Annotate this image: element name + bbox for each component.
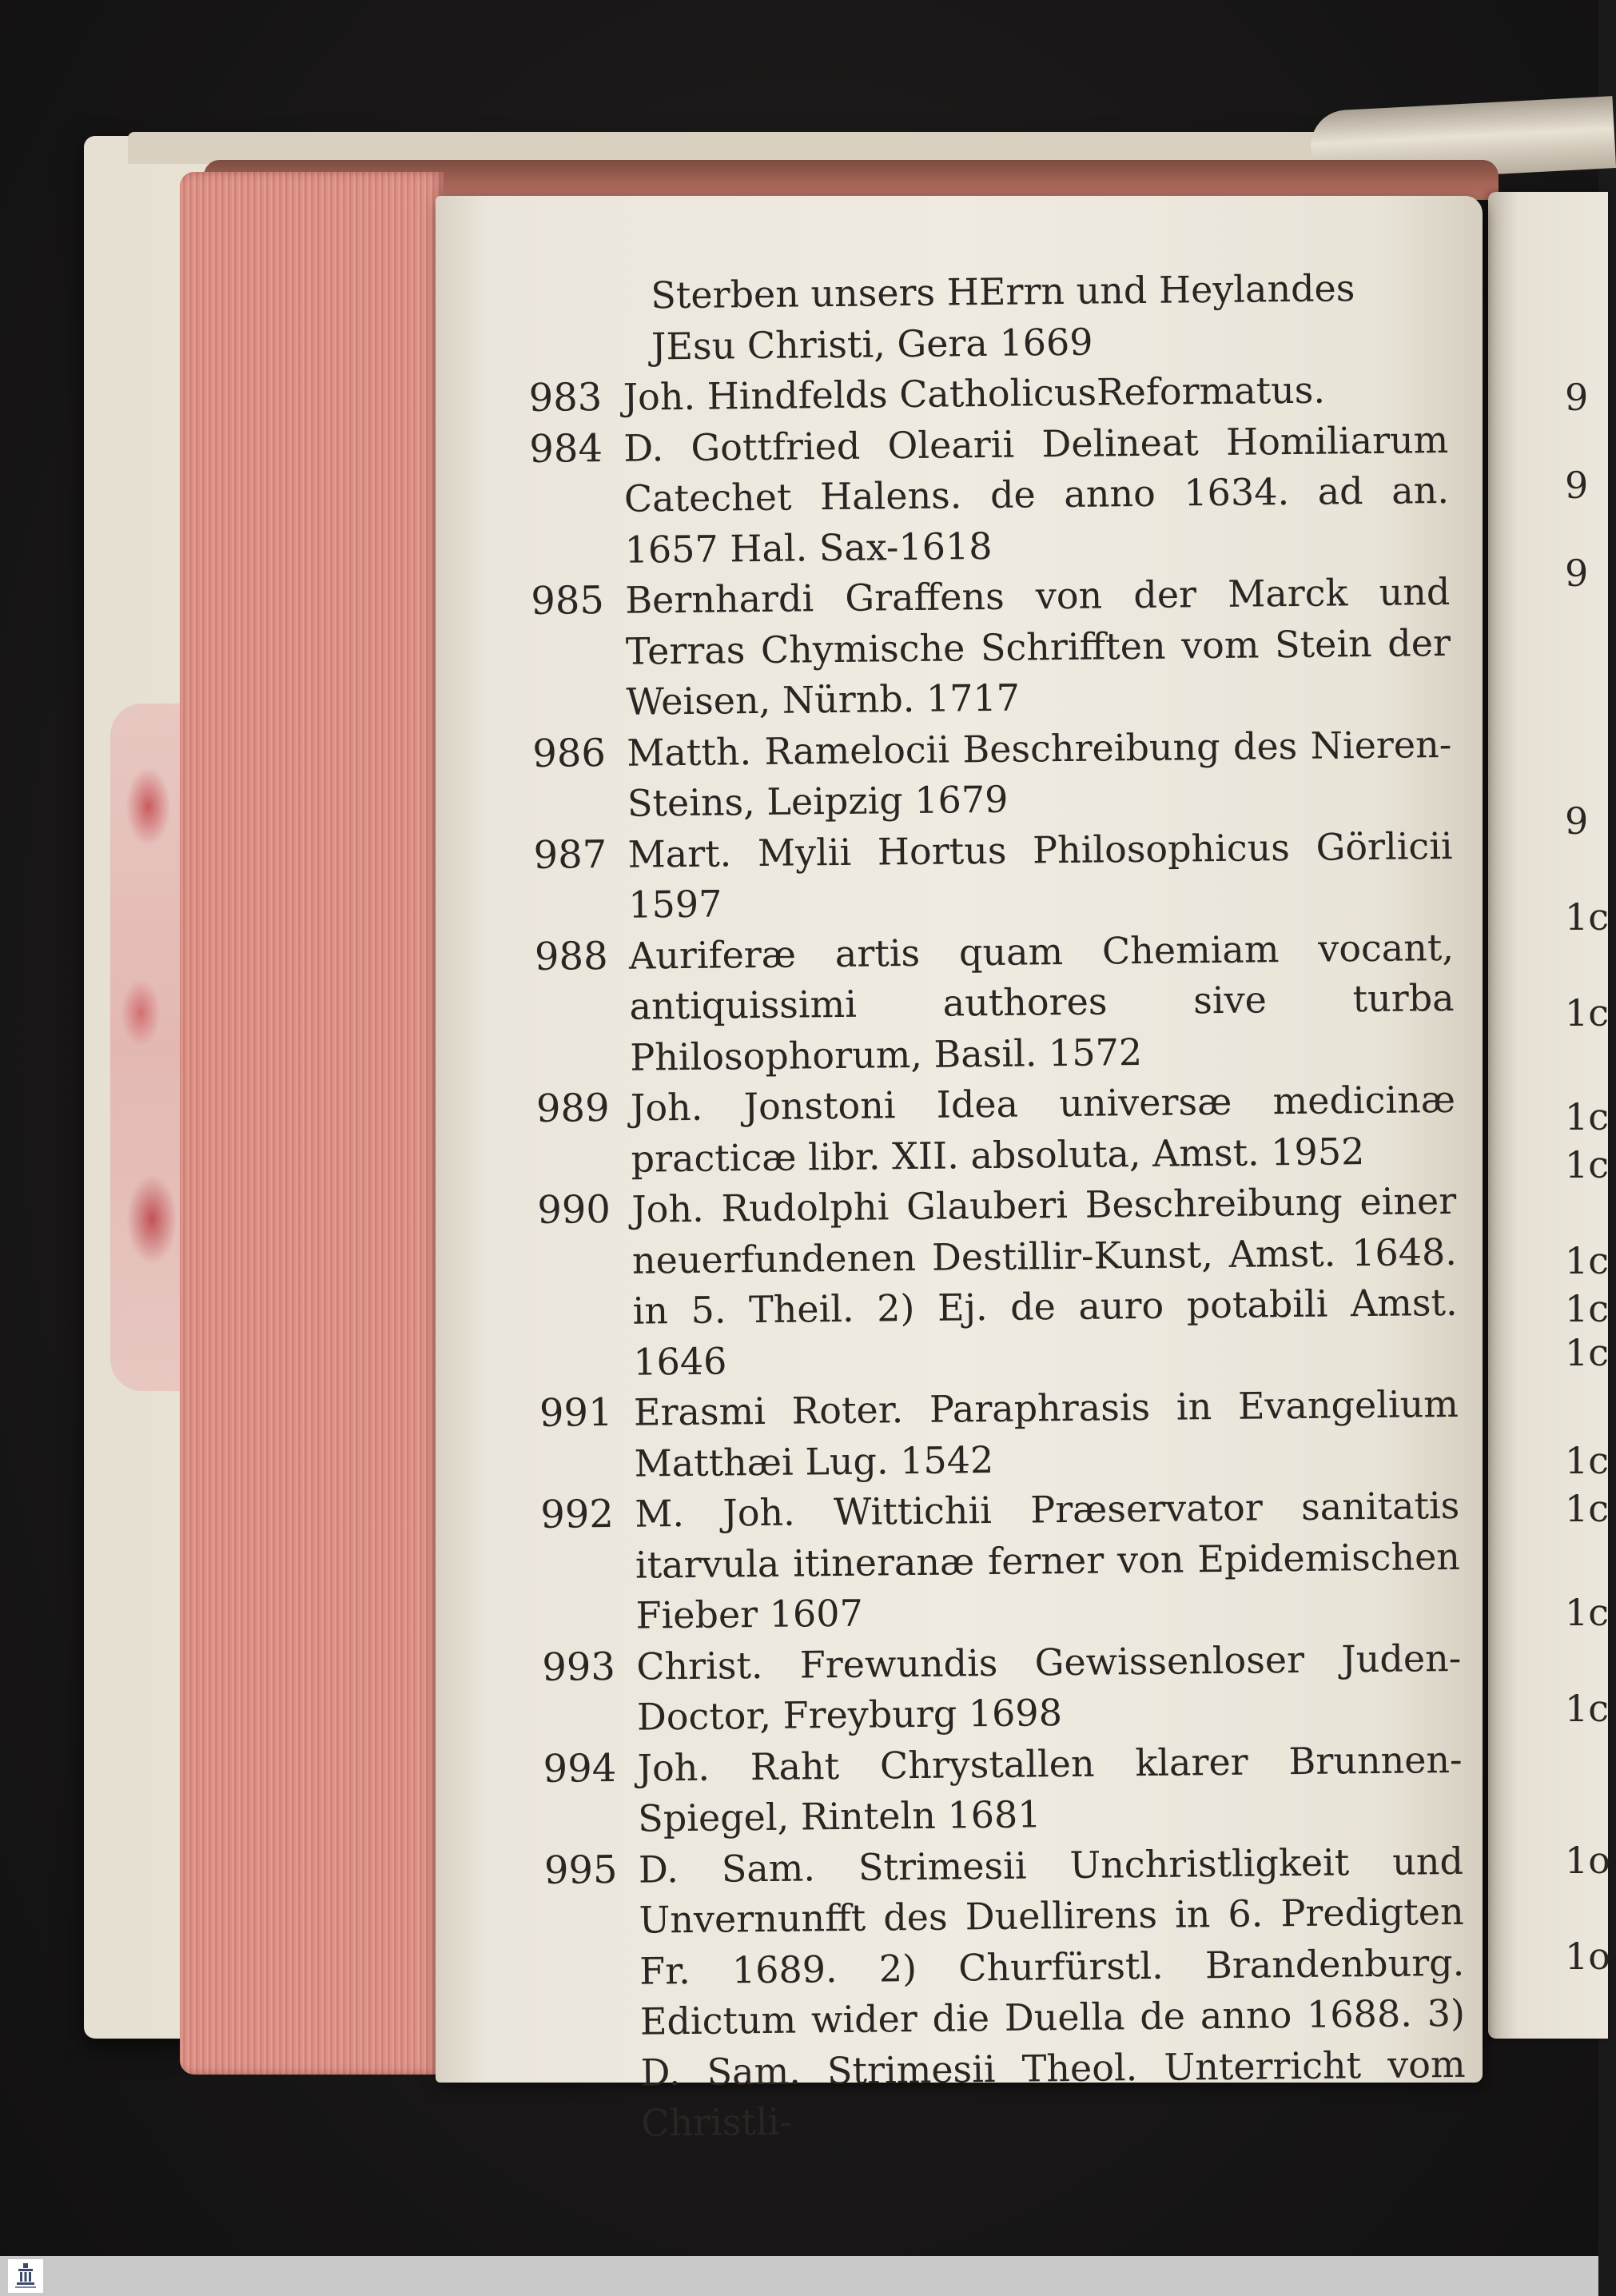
facing-number: 1c — [1565, 1591, 1610, 1634]
entry-number: 984 — [529, 425, 603, 472]
facing-number: 9 — [1565, 799, 1589, 843]
entry-number: 994 — [543, 1745, 617, 1792]
catalog-entry — [544, 1836, 1467, 2150]
facing-number: 9 — [1565, 552, 1589, 595]
facing-number: 1c — [1565, 1143, 1610, 1186]
facing-number: 1c — [1565, 895, 1610, 939]
entry-number: 983 — [528, 375, 603, 421]
marbled-pastedown — [110, 704, 186, 1391]
entry-text: Joh. Rudolphi Glauberi Beschreibung einer neuerfundenen Destillir-Kunst, Amst. 1648. in 5. Theil. 2) Ej. de auro potabili Amst. 1646 — [631, 1178, 1458, 1384]
entry-text: Joh. Jonstoni Idea universæ medicinæ practicæ libr. XII. absoluta, Amst. 1952 — [630, 1077, 1456, 1181]
entry-text: Auriferæ artis quam Chemiam vocant, antiquissimi authores sive turba Philosophorum, Basil. 1572 — [628, 925, 1455, 1079]
entry-text: Erasmi Roter. Paraphrasis in Evangelium Matthæi Lug. 1542 — [633, 1381, 1459, 1485]
entry-number: 992 — [539, 1491, 615, 1537]
entry-text: Bernhardi Graffens von der Marck und Terras Chymische Schrifften vom Stein der Weisen, Nürnb. 1717 — [625, 569, 1451, 723]
catalog-entry — [532, 719, 1452, 830]
facing-number: 1c — [1565, 1331, 1610, 1374]
entry-number: 991 — [539, 1389, 613, 1436]
catalog-entry — [528, 364, 1448, 425]
entry-number: 993 — [541, 1644, 616, 1690]
catalog-entry — [536, 1074, 1456, 1186]
entry-number: 987 — [533, 831, 607, 878]
library-logo-icon — [8, 2259, 43, 2293]
entry-text: D. Sam. Strimesii Unchristligkeit und Unvernunfft des Duellirens in 6. Predigten Fr. 1689. 2) Churfürstl. Brandenburg. Edictum wider die Duella de anno 1688. 3) D. Sam. Strimesii Theol. Unterricht vom Christli- — [638, 1839, 1466, 2145]
facing-number: 1c — [1565, 1287, 1610, 1330]
entry-text: Joh. Hindfelds CatholicusReformatus. — [623, 368, 1326, 419]
catalog-entry — [542, 1632, 1462, 1744]
facing-number: 1c — [1565, 1439, 1610, 1482]
catalog-entry — [533, 820, 1453, 931]
entry-text: D. Gottfried Olearii Delineat Homiliarum Catechet Halens. de anno 1634. ad an. 1657 Hal. Sax-1618 — [623, 417, 1450, 572]
entry-text: Joh. Raht Chrystallen klarer Brunnen-Spiegel, Rinteln 1681 — [637, 1737, 1463, 1840]
catalog-entry — [535, 922, 1455, 1084]
cover-top-edge — [128, 132, 1518, 164]
entry-text: Mart. Mylii Hortus Philosophicus Görlicii 1597 — [627, 823, 1453, 927]
facing-number: 1c — [1565, 1095, 1610, 1138]
facing-number: 1c — [1565, 1687, 1610, 1730]
catalog-entry — [540, 1481, 1461, 1643]
entry-text: M. Joh. Wittichii Præservator sanitatis itarvula itineranæ ferner von Epidemischen Fieber 1607 — [634, 1483, 1461, 1637]
catalog-entry — [537, 1176, 1459, 1389]
entry-number: 989 — [535, 1085, 610, 1131]
facing-number: 9 — [1565, 464, 1589, 507]
facing-number: 1c — [1565, 1487, 1610, 1530]
library-logo-icon-graphic — [14, 2262, 38, 2290]
entry-number: 988 — [534, 933, 608, 979]
facing-number: 1c — [1565, 991, 1610, 1034]
catalog-entry — [531, 567, 1451, 729]
catalog-entry — [529, 414, 1450, 576]
catalog-entries — [527, 262, 1467, 2150]
facing-number: 1o — [1565, 1935, 1610, 1978]
catalog-entry — [543, 1734, 1463, 1845]
entry-number: 990 — [537, 1186, 611, 1233]
entry-number: 985 — [531, 578, 605, 624]
entry-number: 986 — [532, 730, 607, 776]
viewer-footer-bar — [0, 2256, 1598, 2296]
facing-number: 9 — [1565, 376, 1589, 419]
continuation-text: Sterben unsers HErrn und Heylandes JEsu Christi, Gera 1669 — [651, 266, 1355, 368]
catalog-entry — [539, 1379, 1459, 1490]
entry-text: Christ. Frewundis Gewissenloser Juden-Doctor, Freyburg 1698 — [635, 1636, 1462, 1739]
red-fore-edge — [180, 172, 444, 2075]
entry-number: 995 — [543, 1847, 618, 1893]
facing-number: 1o — [1565, 1839, 1610, 1882]
entry-text: Matth. Ramelocii Beschreibung des Nieren-Steins, Leipzig 1679 — [627, 722, 1452, 825]
facing-number: 1c — [1565, 1239, 1610, 1282]
